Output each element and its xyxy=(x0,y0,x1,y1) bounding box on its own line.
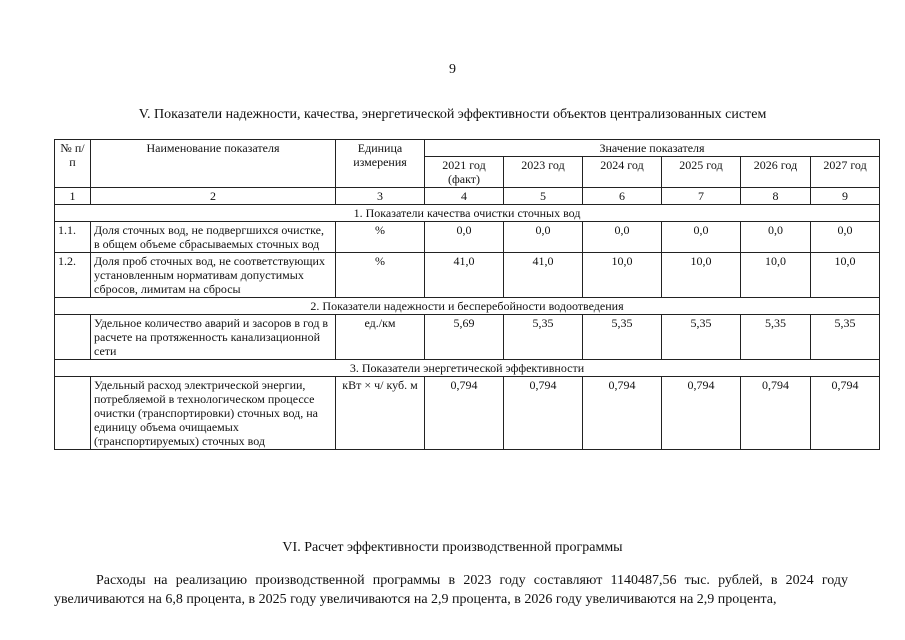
row-value: 0,0 xyxy=(662,222,741,253)
column-number: 2 xyxy=(91,188,336,205)
row-value: 0,0 xyxy=(504,222,583,253)
column-number: 9 xyxy=(811,188,880,205)
column-number: 3 xyxy=(336,188,425,205)
row-value: 5,35 xyxy=(811,315,880,360)
row-value: 10,0 xyxy=(741,253,811,298)
row-unit: % xyxy=(336,222,425,253)
table-row xyxy=(55,377,880,450)
page-number: 9 xyxy=(449,62,456,77)
header-year: 2026 год xyxy=(741,157,811,188)
row-value: 5,35 xyxy=(662,315,741,360)
row-value: 0,794 xyxy=(425,377,504,450)
row-value: 5,35 xyxy=(504,315,583,360)
row-value: 0,0 xyxy=(583,222,662,253)
row-value: 0,794 xyxy=(583,377,662,450)
row-unit: ед./км xyxy=(336,315,425,360)
column-number: 7 xyxy=(662,188,741,205)
table-row xyxy=(55,253,880,298)
row-value: 0,794 xyxy=(811,377,880,450)
header-year: 2021 год (факт) xyxy=(425,157,504,188)
row-value: 5,35 xyxy=(741,315,811,360)
column-number: 5 xyxy=(504,188,583,205)
row-value: 10,0 xyxy=(662,253,741,298)
row-value: 0,794 xyxy=(662,377,741,450)
section2-title: VI. Расчет эффективности производственной программы xyxy=(282,540,623,555)
header-unit: Единица измерения xyxy=(336,140,425,188)
header-year: 2027 год xyxy=(811,157,880,188)
column-number: 4 xyxy=(425,188,504,205)
header-name: Наименование показателя xyxy=(91,140,336,188)
group-title: 2. Показатели надежности и бесперебойности водоотведения xyxy=(55,298,880,315)
row-value: 41,0 xyxy=(504,253,583,298)
row-value: 41,0 xyxy=(425,253,504,298)
header-year: 2024 год xyxy=(583,157,662,188)
row-num xyxy=(55,315,91,360)
row-name: Доля сточных вод, не подвергшихся очистке, в общем объеме сбрасываемых сточных вод xyxy=(91,222,336,253)
row-unit: % xyxy=(336,253,425,298)
row-value: 10,0 xyxy=(811,253,880,298)
row-num: 1.1. xyxy=(55,222,91,253)
header-row xyxy=(55,140,880,157)
row-value: 5,35 xyxy=(583,315,662,360)
group-title: 3. Показатели энергетической эффективности xyxy=(55,360,880,377)
column-number: 1 xyxy=(55,188,91,205)
group-row xyxy=(55,205,880,222)
row-value: 0,794 xyxy=(741,377,811,450)
section-title: V. Показатели надежности, качества, энергетической эффективности объектов централизованных систем xyxy=(138,107,767,122)
group-row xyxy=(55,298,880,315)
group-title: 1. Показатели качества очистки сточных вод xyxy=(55,205,880,222)
header-num: № п/п xyxy=(55,140,91,188)
row-value: 10,0 xyxy=(583,253,662,298)
body-paragraph: Расходы на реализацию производственной программы в 2023 году составляют 1140487,56 тыс. рублей, в 2024 году увеличиваются на 6,8 процента, в 2025 году увеличиваются на 2,9 процента, в 2026 году увеличиваются на 2,9 процента, xyxy=(54,573,848,607)
row-num xyxy=(55,377,91,450)
indicators-table xyxy=(54,139,880,450)
header-year: 2025 год xyxy=(662,157,741,188)
row-num: 1.2. xyxy=(55,253,91,298)
row-value: 0,0 xyxy=(425,222,504,253)
row-name: Удельное количество аварий и засоров в год в расчете на протяженность канализационной сети xyxy=(91,315,336,360)
column-numbers-row xyxy=(55,188,880,205)
column-number: 8 xyxy=(741,188,811,205)
row-value: 0,794 xyxy=(504,377,583,450)
row-name: Удельный расход электрической энергии, потребляемой в технологическом процессе очистки (транспортировки) сточных вод, на единицу объема очищаемых (транспортируемых) сточных вод xyxy=(91,377,336,450)
row-value: 5,69 xyxy=(425,315,504,360)
row-unit: кВт × ч/ куб. м xyxy=(336,377,425,450)
group-row xyxy=(55,360,880,377)
table-row xyxy=(55,222,880,253)
column-number: 6 xyxy=(583,188,662,205)
row-value: 0,0 xyxy=(741,222,811,253)
header-value-group: Значение показателя xyxy=(425,140,880,157)
header-year: 2023 год xyxy=(504,157,583,188)
row-value: 0,0 xyxy=(811,222,880,253)
table-row xyxy=(55,315,880,360)
row-name: Доля проб сточных вод, не соответствующих установленным нормативам допустимых сбросов, лимитам на сбросы xyxy=(91,253,336,298)
